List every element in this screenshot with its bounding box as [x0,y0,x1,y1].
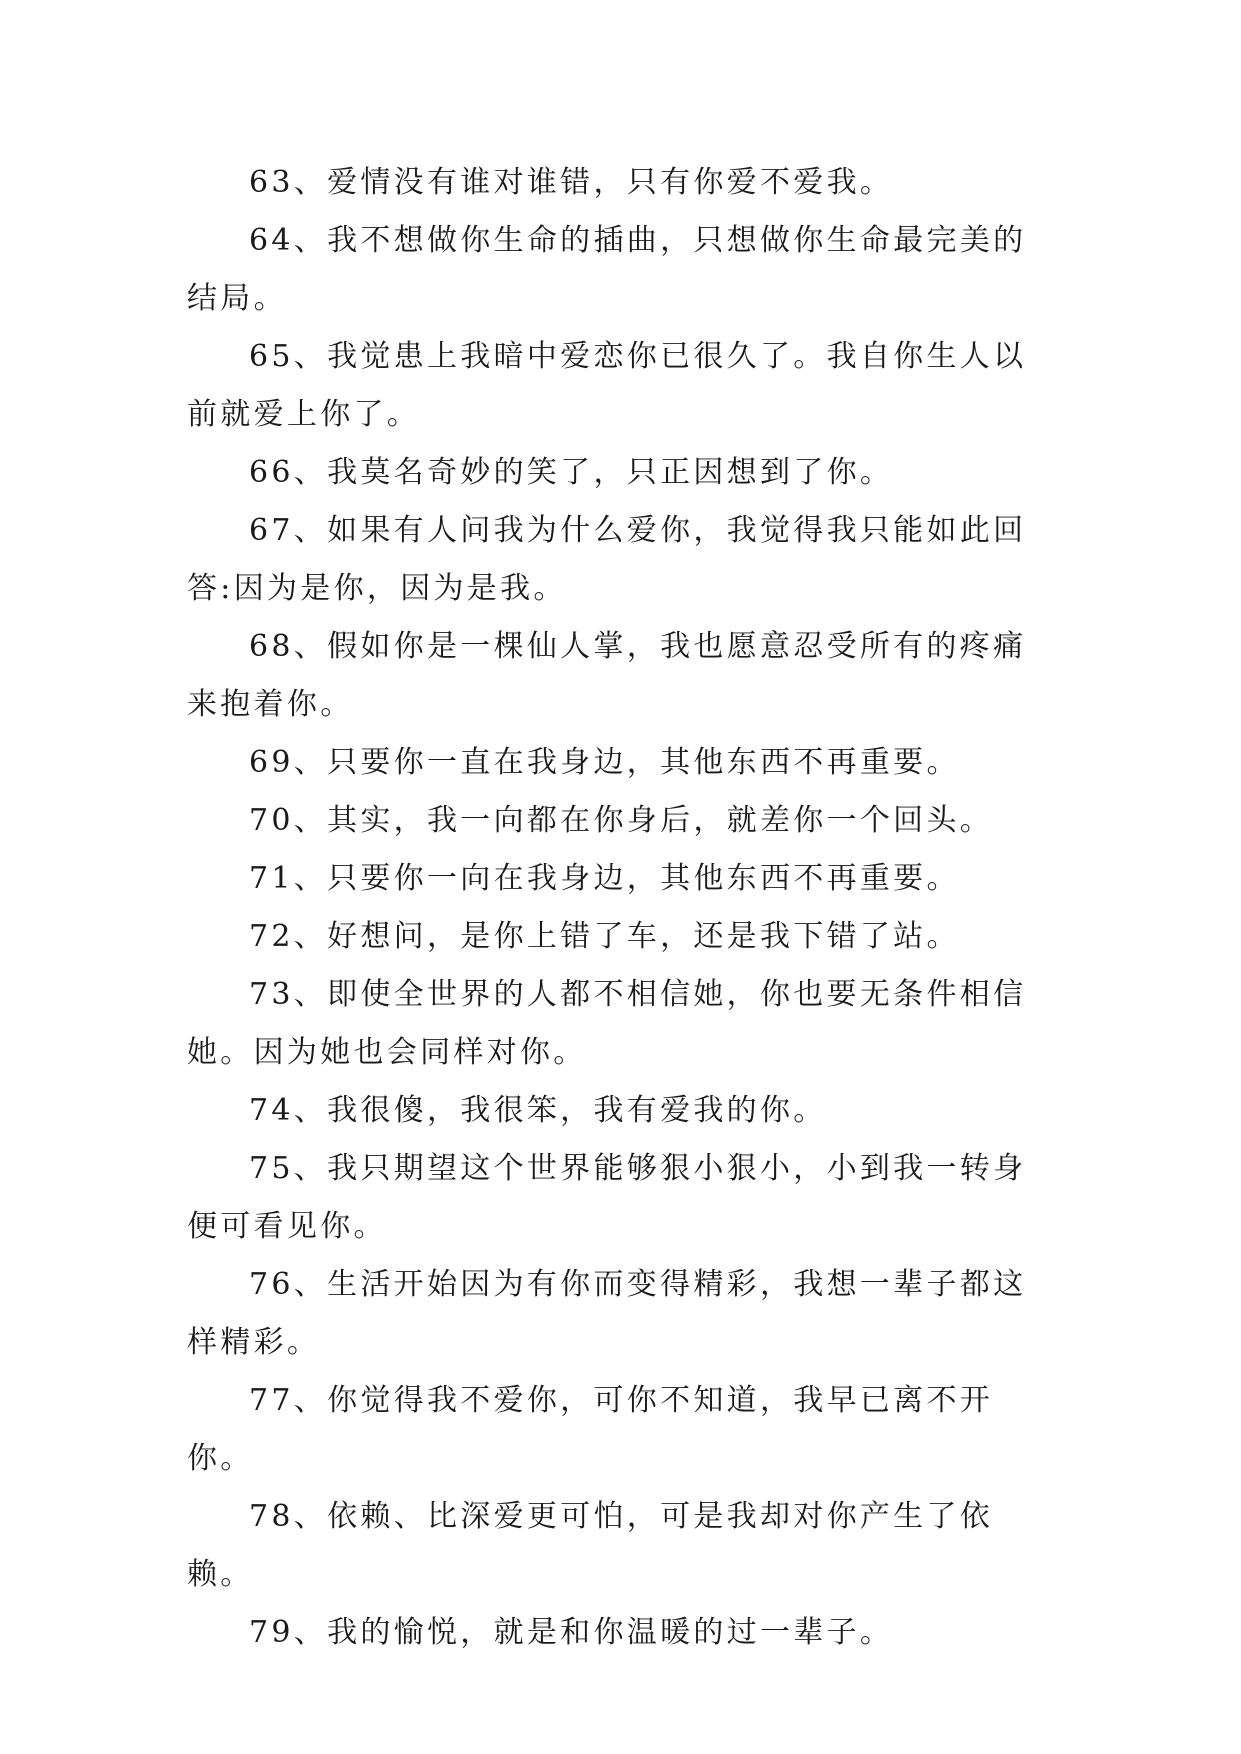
document-body [187,154,1055,1662]
paragraph-75: 75、我只期望这个世界能够狠小狠小，小到我一转身便可看见你。 [187,1151,1027,1244]
paragraph-65: 65、我觉患上我暗中爱恋你已很久了。我自你生人以前就爱上你了。 [187,339,1027,432]
paragraph-70: 70、其实，我一向都在你身后，就差你一个回头。 [249,803,994,838]
paragraph-69: 69、只要你一直在我身边，其他东西不再重要。 [249,745,960,780]
paragraph-77: 77、你觉得我不爱你，可你不知道，我早已离不开你。 [187,1383,994,1476]
paragraph-78: 78、依赖、比深爱更可怕，可是我却对你产生了依赖。 [187,1499,994,1592]
paragraph-71: 71、只要你一向在我身边，其他东西不再重要。 [249,861,960,896]
paragraph-76: 76、生活开始因为有你而变得精彩，我想一辈子都这样精彩。 [187,1267,1027,1360]
paragraph-63: 63、爱情没有谁对谁错，只有你爱不爱我。 [249,165,894,200]
paragraph-66: 66、我莫名奇妙的笑了，只正因想到了你。 [249,455,894,490]
paragraph-74: 74、我很傻，我很笨，我有爱我的你。 [249,1093,827,1128]
paragraph-72: 72、好想问，是你上错了车，还是我下错了站。 [249,919,960,954]
paragraph-64: 64、我不想做你生命的插曲，只想做你生命最完美的结局。 [187,223,1027,316]
paragraph-68: 68、假如你是一棵仙人掌，我也愿意忍受所有的疼痛来抱着你。 [187,629,1027,722]
paragraph-79: 79、我的愉悦，就是和你温暖的过一辈子。 [249,1615,894,1650]
paragraph-73: 73、即使全世界的人都不相信她，你也要无条件相信她。因为她也会同样对你。 [187,977,1027,1070]
paragraph-67: 67、如果有人问我为什么爱你，我觉得我只能如此回答:因为是你，因为是我。 [187,513,1027,606]
